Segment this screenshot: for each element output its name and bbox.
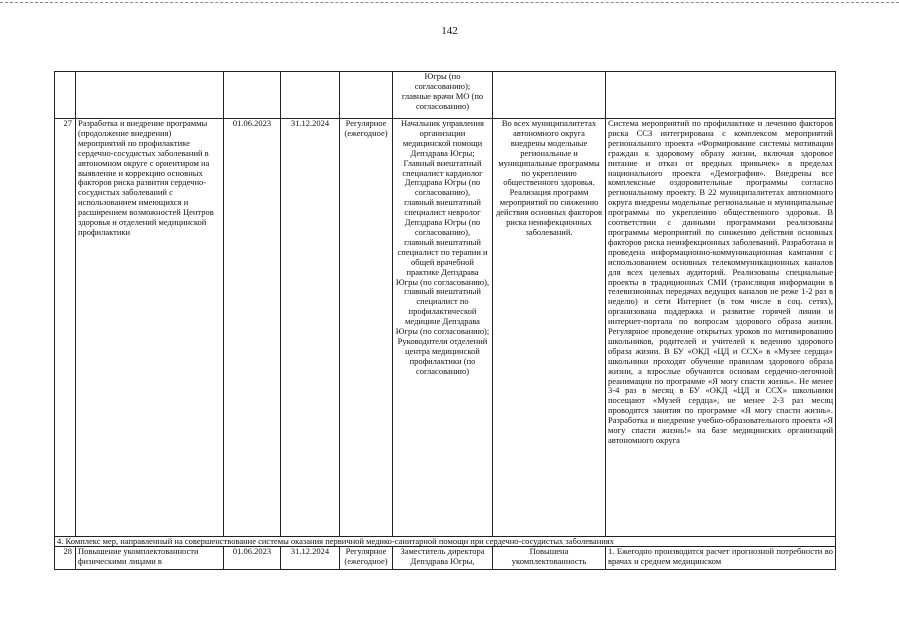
responsible-cell: Начальник управления организации медицинской помощи Депздрава Югры; Главный внештатный специалист кардиолог Депздрава Югры (по согласованию), главный внештатный специалист невролог Депздрава Югры (по согласованию), главный внештатный специалист по терапии и общей врачебной практике Депздрава Югры (по согласованию), главный внештатный специалист по профилактической медицине Депздрава Югры (по согласованию); Руководители отделений центра медицинской профилактики (по согласованию) bbox=[393, 119, 493, 537]
responsible-cell: Заместитель директора Депздрава Югры, bbox=[393, 547, 493, 570]
end-date-cell: 31.12.2024 bbox=[281, 547, 340, 570]
action-plan-table bbox=[54, 71, 836, 570]
start-date-cell: 01.06.2023 bbox=[224, 547, 281, 570]
frequency-cell: Регулярное (ежегодное) bbox=[340, 119, 393, 537]
cell-activity bbox=[76, 72, 224, 119]
report-cell: 1. Ежегодно производится расчет прогнозной потребности во врачах и среднем медицинском bbox=[606, 547, 836, 570]
row-number: 28 bbox=[55, 547, 76, 570]
row-number: 27 bbox=[55, 119, 76, 537]
cell-responsible: Югры (по согласованию); главные врачи МО (по согласованию) bbox=[393, 72, 493, 119]
scan-edge-line bbox=[0, 2, 899, 3]
result-cell: Во всех муниципалитетах автономного округа внедрены модельные региональные и муниципальные программы по укреплению общественного здоровья. Реализация программ мероприятий по снижению действия основных факторов риска неинфекционных заболеваний. bbox=[493, 119, 606, 537]
activity-cell: Разработка и внедрение программы (продолжение внедрения) мероприятий по профилактике сердечно-сосудистых заболеваний в автономном округе с ориентиром на выявление и коррекцию основных факторов риска развития сердечно-сосудистых заболеваний с использованием имеющихся и расширением возможностей Центров здоровья и отделений медицинской профилактики bbox=[76, 119, 224, 537]
report-cell: Система мероприятий по профилактике и лечению факторов риска ССЗ интегрирована с комплексом мероприятий регионального проекта «Формирование системы мотивации граждан к здоровому образу жизни, включая здоровое питание и отказ от вредных привычек» в пределах национального проекта «Демография». Внедрены все комплексные оздоровительные программы согласно региональному проекту. В 22 муниципалитетах автономного округа внедрены модельные региональные и муниципальные программы по укреплению общественного здоровья. В соответствии с данными программами реализованы программы мероприятий по снижению действия основных факторов риска неинфекционных заболеваний. Разработана и проведена информационно-коммуникационная кампания с использованием основных телекоммуникационных каналов для всех целевых аудиторий. Реализованы специальные проекты в традиционных СМИ (трансляция информации в телевизионных передачах ведущих каналов не реже 1-2 раз в неделю) и сети Интернет (в том числе в соц. сетях), организована поддержка и развитие горячей линии и интернет-портала по вопросам здорового образа жизни. Регулярное проведение открытых уроков по мотивированию школьников, родителей и учителей к ведению здорового образа жизни. В БУ «ОКД «ЦД и ССХ» в «Музее сердца» школьники проходят обучение правилам здорового образа жизни, а взрослые обучаются основам сердечно-легочной реанимации по программе «Я могу спасти жизнь». Не менее 3-4 раз в месяц в БУ «ОКД «ЦД и ССХ» школьники посещают «Музей сердца», не менее 2-3 раз месяц проводятся занятия по программе «Я могу спасти жизнь». Разработка и внедрение учебно-образовательного проекта «Я могу спасти жизнь!» на базе медицинских организаций автономного округа bbox=[606, 119, 836, 537]
frequency-cell: Регулярное (ежегодное) bbox=[340, 547, 393, 570]
cell-start bbox=[224, 72, 281, 119]
result-cell: Повышена укомплектованность bbox=[493, 547, 606, 570]
continued-row bbox=[55, 72, 836, 119]
end-date-cell: 31.12.2024 bbox=[281, 119, 340, 537]
cell-report bbox=[606, 72, 836, 119]
cell-number bbox=[55, 72, 76, 119]
table-row bbox=[55, 547, 836, 570]
start-date-cell: 01.06.2023 bbox=[224, 119, 281, 537]
section-heading: 4. Комплекс мер, направленный на совершенствование системы оказания первичной медико-санитарной помощи при сердечно-сосудистых заболеваниях bbox=[55, 537, 836, 547]
activity-cell: Повышение укомплектованности физическими лицами в bbox=[76, 547, 224, 570]
section-heading-row bbox=[55, 537, 836, 547]
page-number: 142 bbox=[441, 25, 458, 37]
cell-end bbox=[281, 72, 340, 119]
cell-result bbox=[493, 72, 606, 119]
table-row bbox=[55, 119, 836, 537]
cell-frequency bbox=[340, 72, 393, 119]
